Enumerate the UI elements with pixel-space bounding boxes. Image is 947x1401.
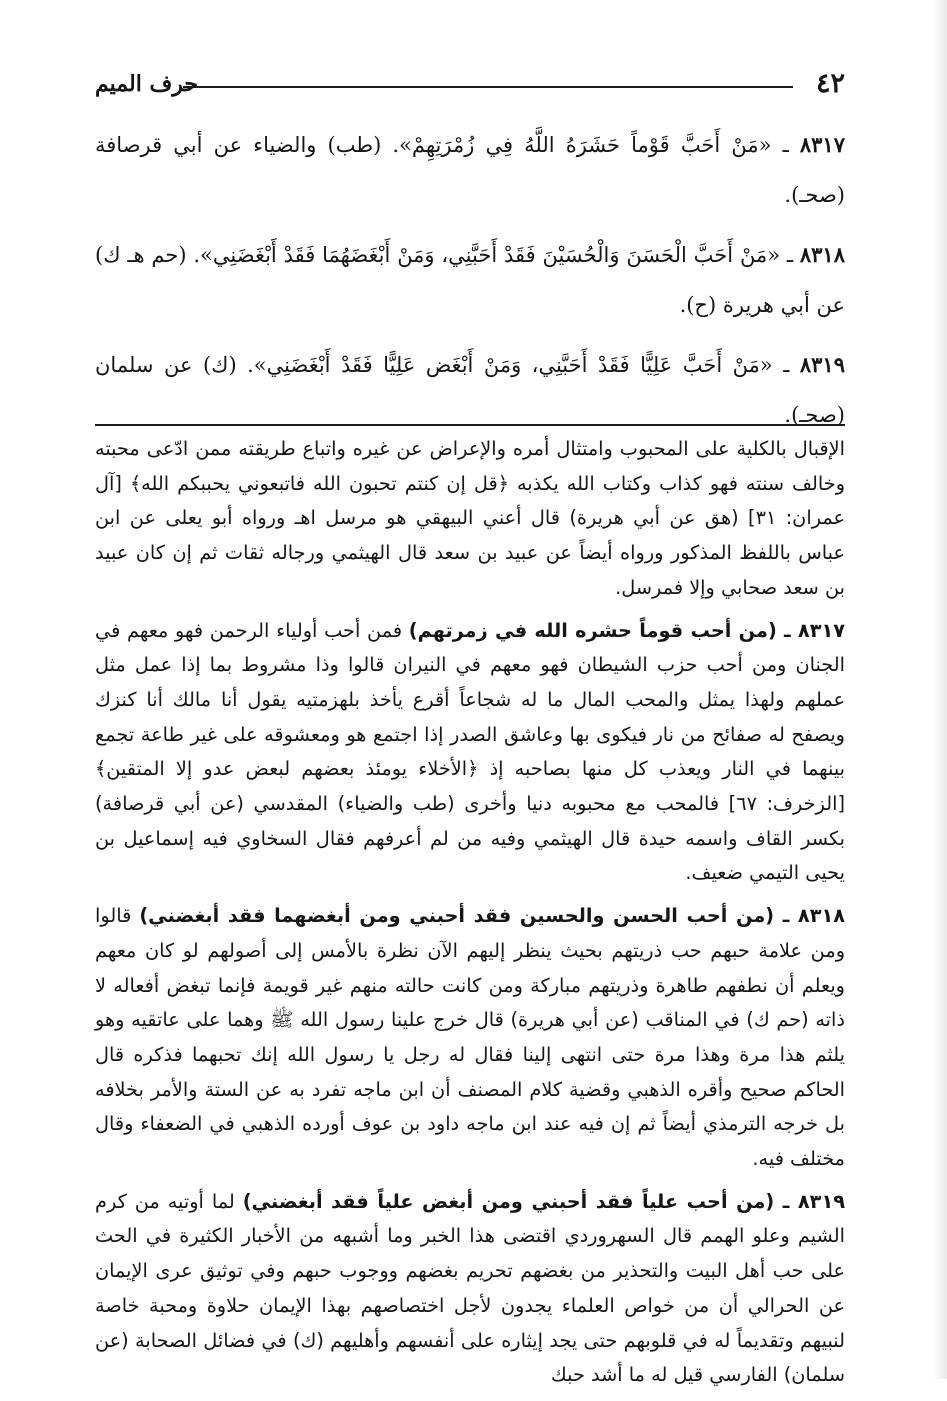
- running-title: حرف الميم: [95, 71, 199, 97]
- commentary-text: قالوا ومن علامة حبهم حب ذريتهم بحيث ينظر إليهم الآن نظرة بالأمس إلى أصولهم لو كان معهم ويعلم أن نطفهم طاهرة وذريتهم مباركة ومن كانت حالته منهم غير قويمة فإنما تبغض أفعاله لا ذاته (حم ك) في المناقب (عن أبي هريرة) قال خرج علينا رسول الله ﷺ وهما على عاتقيه وهو يلثم هذا مرة وهذا مرة حتى انتهى إلينا فقال له رجل يا رسول الله إنك تحبهما فذكره قال الحاكم صحيح وأقره الذهبي وقضية كلام المصنف أن ابن ماجه تفرد به عن الستة والأمر بخلافه بل خرجه الترمذي أيضاً ثم إن فيه عند ابن ماجه داود بن عوف أورده الذهبي في الضعفاء وقال مختلف فيه.: [95, 904, 845, 1171]
- header-rule: [183, 86, 793, 88]
- commentary-text: لما أوتيه من كرم الشيم وعلو الهمم قال السهروردي اقتضى هذا الخبر وما أشبهه من الأخبار الكثيرة في الحث على حب أهل البيت والتحذير من بغضهم تحريم بغضهم ووجوب حبهم وفي توثيق عرى الإيمان عن الحرالي أن من خواص العلماء يجدون لأجل اختصاصهم بهذا الإيمان حلاوة ومحبة خاصة لنبيهم وتقديماً له في قلوبهم حتى يجد إيثاره على أنفسهم وأهليهم (ك) في فضائل الصحابة (عن سلمان) الفارسي قيل له ما أشد حبك: [95, 1189, 845, 1387]
- commentary-paragraph: [95, 1185, 845, 1393]
- commentary-block: [95, 432, 845, 1401]
- hadith-text: ـ «مَنْ أَحَبَّ عَلِيًّا فَقَدْ أَحَبَّنِي، وَمَنْ أَبْغَض عَلِيًّا فَقَدْ أَبْغَضَنِي». (ك) عن سلمان (صحـ).: [95, 353, 845, 427]
- page-edge: [933, 0, 947, 1379]
- commentary-lead: ٨٣١٩ ـ (من أحب علياً فقد أحبني ومن أبغض علياً فقد أبغضني): [242, 1189, 845, 1213]
- page-header: [95, 66, 845, 106]
- commentary-separator: [95, 424, 845, 426]
- page-number: ٤٢: [815, 68, 845, 99]
- hadith-text: ـ «مَنْ أَحَبَّ الْحَسَنَ وَالْحُسَيْنَ فَقَدْ أَحَبَّنِي، وَمَنْ أَبْغَضَهُمَا فَقَدْ أَبْغَضَنِي». (حم هـ ك) عن أبي هريرة (ح).: [95, 243, 845, 317]
- hadith-text-block: [95, 120, 845, 450]
- hadith-entry: [95, 230, 845, 330]
- hadith-entry: [95, 120, 845, 220]
- commentary-text: الإقبال بالكلية على المحبوب وامتثال أمره والإعراض عن غيره واتباع طريقته ممن ادّعى محبته وخالف سنته فهو كذاب وكتاب الله يكذبه ﴿قل إن كنتم تحبون الله فاتبعوني يحببكم الله﴾ [آل عمران: ٣١] (هق عن أبي هريرة) قال أعني البيهقي هو مرسل اهـ ورواه أبو يعلى عن ابن عباس باللفظ المذكور ورواه أيضاً عن عبيد بن سعد قال الهيثمي ورجاله ثقات ثم إن كان عبيد بن سعد صحابي وإلا فمرسل.: [95, 437, 845, 599]
- hadith-number: ٨٣١٧: [799, 132, 845, 157]
- commentary-paragraph: [95, 432, 845, 606]
- commentary-text: فمن أحب أولياء الرحمن فهو معهم في الجنان ومن أحب حزب الشيطان فهو معهم في النيران قالوا وذا مشروط بما إذا عمل مثل عملهم ولهذا يمثل والمحب المال ما له شجاعاً أقرع يأخذ بلهزمتيه يقول أنا مالك أنا كنزك ويصفح له صفائح من نار فيكوى بها وعاشق الصدر إذا اجتمع هو ومعشوقه على غير طاعة تجمع بينهما في النار ويعذب كل منها بصاحبه إذ ﴿الأخلاء يومئذ بعضهم لبعض عدو إلا المتقين﴾ [الزخرف: ٦٧] فالمحب مع محبوبه دنيا وأخرى (طب والضياء) المقدسي (عن أبي قرصافة) بكسر القاف واسمه حيدة قال الهيثمي وفيه من لم أعرفهم فقال السخاوي فيه إسماعيل بن يحيى التيمي ضعيف.: [95, 618, 845, 885]
- commentary-paragraph: [95, 614, 845, 892]
- hadith-number: ٨٣١٨: [799, 242, 845, 267]
- commentary-lead: ٨٣١٧ ـ (من أحب قوماً حشره الله في زمرتهم): [408, 618, 845, 642]
- hadith-number: ٨٣١٩: [799, 352, 845, 377]
- commentary-lead: ٨٣١٨ ـ (من أحب الحسن والحسين فقد أحبني ومن أبغضهما فقد أبغضني): [139, 904, 845, 928]
- commentary-paragraph: [95, 899, 845, 1177]
- hadith-text: ـ «مَنْ أَحَبَّ قَوْماً حَشَرَهُ اللَّهُ فِي زُمْرَتِهِمْ». (طب) والضياء عن أبي قرصافة (صحـ).: [95, 133, 845, 207]
